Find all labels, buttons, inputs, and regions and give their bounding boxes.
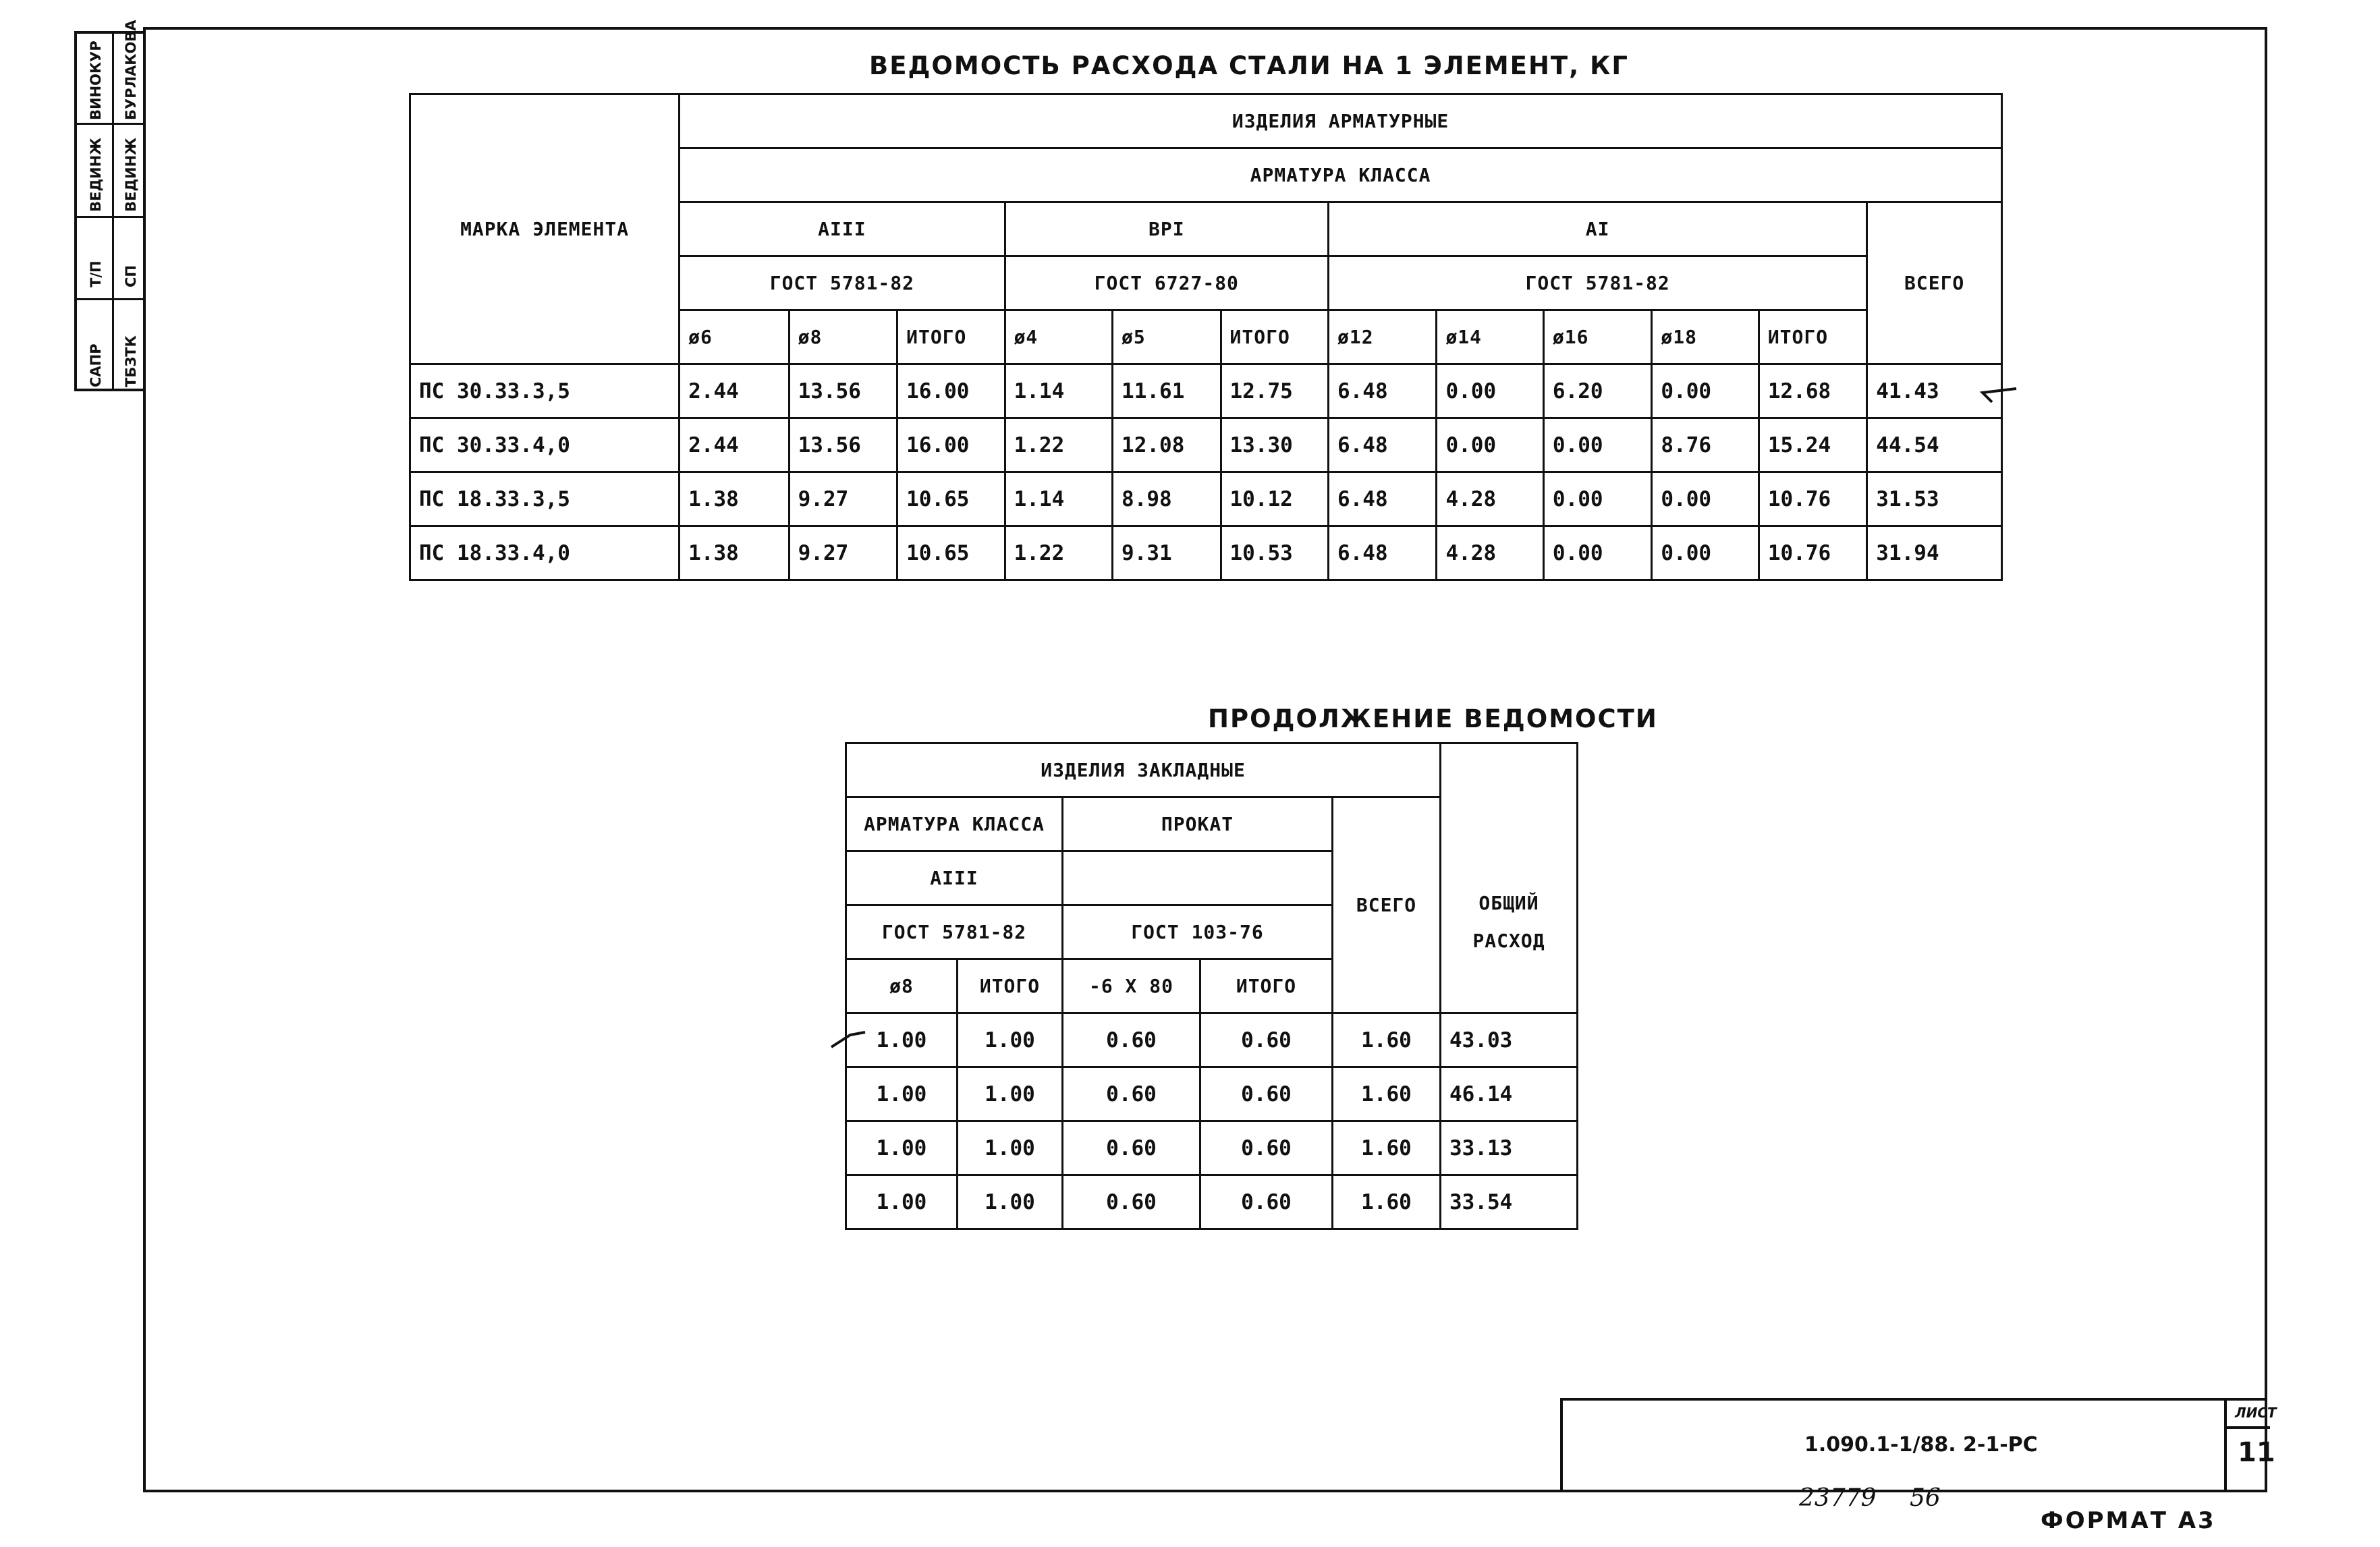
table-cell: 4.28: [1437, 472, 1543, 526]
table-row: [410, 526, 2002, 580]
gost-reinforcement: ГОСТ 5781-82: [846, 905, 1063, 959]
table-cell: 1.00: [958, 1175, 1063, 1229]
header-reinforcement-class: АРМАТУРА КЛАССА: [680, 148, 2002, 202]
table-cell: 10.76: [1759, 526, 1866, 580]
document-code: 1.090.1-1/88. 2-1-РС: [1804, 1433, 2038, 1457]
table-cell: 0.60: [1200, 1175, 1333, 1229]
table-cell: 0.60: [1200, 1121, 1333, 1175]
title-block: [1560, 1398, 2277, 1492]
table-row: [846, 1175, 1578, 1229]
table-row: [410, 418, 2002, 472]
embedded-items-table: [845, 742, 1578, 1230]
table-cell: 1.60: [1333, 1175, 1441, 1229]
table-row: [410, 472, 2002, 526]
steel-consumption-table: [409, 93, 2003, 581]
check-mark-icon: [1977, 379, 2018, 406]
table-cell: 10.76: [1759, 472, 1866, 526]
header-element-mark: МАРКА ЭЛЕМЕНТА: [410, 94, 680, 364]
col-header: ИТОГО: [897, 310, 1005, 364]
table1-title: ВЕДОМОСТЬ РАСХОДА СТАЛИ НА 1 ЭЛЕМЕНТ, КГ: [869, 51, 1629, 80]
table-cell: 0.60: [1063, 1067, 1200, 1121]
table-cell: 1.60: [1333, 1067, 1441, 1121]
group-vr1-gost: ГОСТ 6727-80: [1005, 256, 1328, 310]
element-mark: ПС 30.33.3,5: [410, 364, 680, 418]
table-cell: 0.60: [1063, 1013, 1200, 1067]
table-cell: 0.00: [1543, 418, 1651, 472]
table-cell: 31.53: [1867, 472, 2002, 526]
table-cell: 9.27: [789, 472, 897, 526]
table-cell: 1.00: [846, 1121, 958, 1175]
table-cell: 6.20: [1543, 364, 1651, 418]
table-cell: 10.53: [1221, 526, 1328, 580]
table-cell: 0.00: [1652, 472, 1759, 526]
col-header: ø16: [1543, 310, 1651, 364]
table-cell: 1.60: [1333, 1121, 1441, 1175]
header-reinforcement-class: АРМАТУРА КЛАССА: [846, 797, 1063, 851]
group-a3-gost: ГОСТ 5781-82: [680, 256, 1005, 310]
table-cell: 0.00: [1543, 526, 1651, 580]
header-reinforcement-products: ИЗДЕЛИЯ АРМАТУРНЫЕ: [680, 94, 2002, 148]
table-cell: 13.56: [789, 364, 897, 418]
table-cell: 2.44: [680, 418, 789, 472]
table-cell: 16.00: [897, 418, 1005, 472]
table-row: [846, 1067, 1578, 1121]
table-cell: 1.22: [1005, 418, 1112, 472]
stamp-role-1: ВИНОКУР: [88, 40, 104, 120]
sheet-format: ФОРМАТ А3: [2041, 1507, 2216, 1534]
table-cell: 6.48: [1328, 364, 1436, 418]
table-cell: 1.60: [1333, 1013, 1441, 1067]
table-cell: 1.00: [958, 1121, 1063, 1175]
table-cell: 1.38: [680, 526, 789, 580]
table-cell: 12.75: [1221, 364, 1328, 418]
table-cell: 43.03: [1441, 1013, 1578, 1067]
table-cell: 33.13: [1441, 1121, 1578, 1175]
table-cell: 0.00: [1652, 364, 1759, 418]
table-cell: 0.60: [1063, 1121, 1200, 1175]
col-header: ИТОГО: [1200, 959, 1333, 1013]
table-cell: 1.00: [958, 1013, 1063, 1067]
table-cell: 13.56: [789, 418, 897, 472]
table-cell: 8.76: [1652, 418, 1759, 472]
table-cell: 0.60: [1200, 1013, 1333, 1067]
stamp-name-4: ТБЗТК: [123, 335, 139, 387]
table-cell: 6.48: [1328, 526, 1436, 580]
sheet-number: 11: [2238, 1437, 2275, 1468]
table-cell: 9.31: [1113, 526, 1221, 580]
stamp-name-3: СП: [123, 265, 139, 287]
header-total: ВСЕГО: [1333, 797, 1441, 1013]
header-total: ВСЕГО: [1867, 202, 2002, 364]
table-cell: 10.65: [897, 526, 1005, 580]
table-cell: 13.30: [1221, 418, 1328, 472]
header-overall-line2: РАСХОД: [1472, 929, 1545, 952]
col-header: ø4: [1005, 310, 1112, 364]
sheet-label: ЛИСТ: [2235, 1405, 2277, 1421]
table-cell: 33.54: [1441, 1175, 1578, 1229]
table-cell: 6.48: [1328, 472, 1436, 526]
stamp-divider: [77, 123, 144, 125]
header-overall: [1441, 743, 1578, 1013]
table-row: [846, 1121, 1578, 1175]
stamp-name-1: БУРЛАКОВА: [123, 20, 139, 120]
table-cell: 1.14: [1005, 472, 1112, 526]
col-header: ø12: [1328, 310, 1436, 364]
table-cell: 44.54: [1867, 418, 2002, 472]
stamp-role-2: ВЕДИНЖ: [88, 138, 104, 212]
table-cell: 9.27: [789, 526, 897, 580]
table-cell: 46.14: [1441, 1067, 1578, 1121]
header-overall-line1: ОБЩИЙ: [1478, 891, 1539, 914]
inventory-sheet: 56: [1910, 1484, 1941, 1512]
table-row: [410, 364, 2002, 418]
table-cell: 0.60: [1063, 1175, 1200, 1229]
table-row: [846, 1013, 1578, 1067]
header-class-name: АIII: [846, 851, 1063, 905]
table-cell: 0.00: [1652, 526, 1759, 580]
table-cell: 2.44: [680, 364, 789, 418]
table-cell: 11.61: [1113, 364, 1221, 418]
title-block-divider: [2224, 1398, 2227, 1492]
title-block-divider: [2224, 1426, 2270, 1429]
col-header: ø14: [1437, 310, 1543, 364]
header-rolled-blank: [1063, 851, 1333, 905]
inventory-number: 23779: [1799, 1484, 1877, 1512]
stamp-divider: [77, 216, 144, 218]
col-header: ИТОГО: [1759, 310, 1866, 364]
table-cell: 8.98: [1113, 472, 1221, 526]
table-cell: 31.94: [1867, 526, 2002, 580]
col-header: ø8: [846, 959, 958, 1013]
col-header: ø8: [789, 310, 897, 364]
element-mark: ПС 18.33.4,0: [410, 526, 680, 580]
group-vr1-name: ВРI: [1005, 202, 1328, 256]
gost-rolled: ГОСТ 103-76: [1063, 905, 1333, 959]
table-cell: 16.00: [897, 364, 1005, 418]
table-cell: 41.43: [1867, 364, 2002, 418]
table-cell: 4.28: [1437, 526, 1543, 580]
group-a1-name: АI: [1328, 202, 1866, 256]
stamp-role-3: Т/П: [88, 260, 104, 287]
header-embedded-items: ИЗДЕЛИЯ ЗАКЛАДНЫЕ: [846, 743, 1441, 797]
table-cell: 1.00: [846, 1067, 958, 1121]
table-cell: 6.48: [1328, 418, 1436, 472]
stamp-divider: [77, 298, 144, 300]
table-cell: 1.00: [958, 1067, 1063, 1121]
col-header: ø5: [1113, 310, 1221, 364]
stamp-name-2: ВЕДИНЖ: [123, 138, 139, 212]
col-header: ø6: [680, 310, 789, 364]
table-cell: 0.00: [1437, 418, 1543, 472]
table-cell: 10.65: [897, 472, 1005, 526]
table-cell: 1.00: [846, 1175, 958, 1229]
table-cell: 0.00: [1437, 364, 1543, 418]
col-header: -6 Х 80: [1063, 959, 1200, 1013]
table-cell: 1.38: [680, 472, 789, 526]
table-cell: 1.22: [1005, 526, 1112, 580]
group-a3-name: АIII: [680, 202, 1005, 256]
header-rolled-steel: ПРОКАТ: [1063, 797, 1333, 851]
table-cell: 12.08: [1113, 418, 1221, 472]
col-header: ИТОГО: [958, 959, 1063, 1013]
table-cell: 12.68: [1759, 364, 1866, 418]
element-mark: ПС 18.33.3,5: [410, 472, 680, 526]
table-cell: 15.24: [1759, 418, 1866, 472]
stamp-role-4: САПР: [88, 343, 104, 387]
check-mark-icon: [827, 1027, 868, 1054]
approval-stamp: [74, 20, 144, 391]
group-a1-gost: ГОСТ 5781-82: [1328, 256, 1866, 310]
table-cell: 10.12: [1221, 472, 1328, 526]
table2-title: ПРОДОЛЖЕНИЕ ВЕДОМОСТИ: [1208, 704, 1658, 733]
table-cell: 0.00: [1543, 472, 1651, 526]
table-cell: 0.60: [1200, 1067, 1333, 1121]
element-mark: ПС 30.33.4,0: [410, 418, 680, 472]
col-header: ИТОГО: [1221, 310, 1328, 364]
col-header: ø18: [1652, 310, 1759, 364]
table-cell: 1.14: [1005, 364, 1112, 418]
table-cell: 1.00: [846, 1013, 958, 1067]
